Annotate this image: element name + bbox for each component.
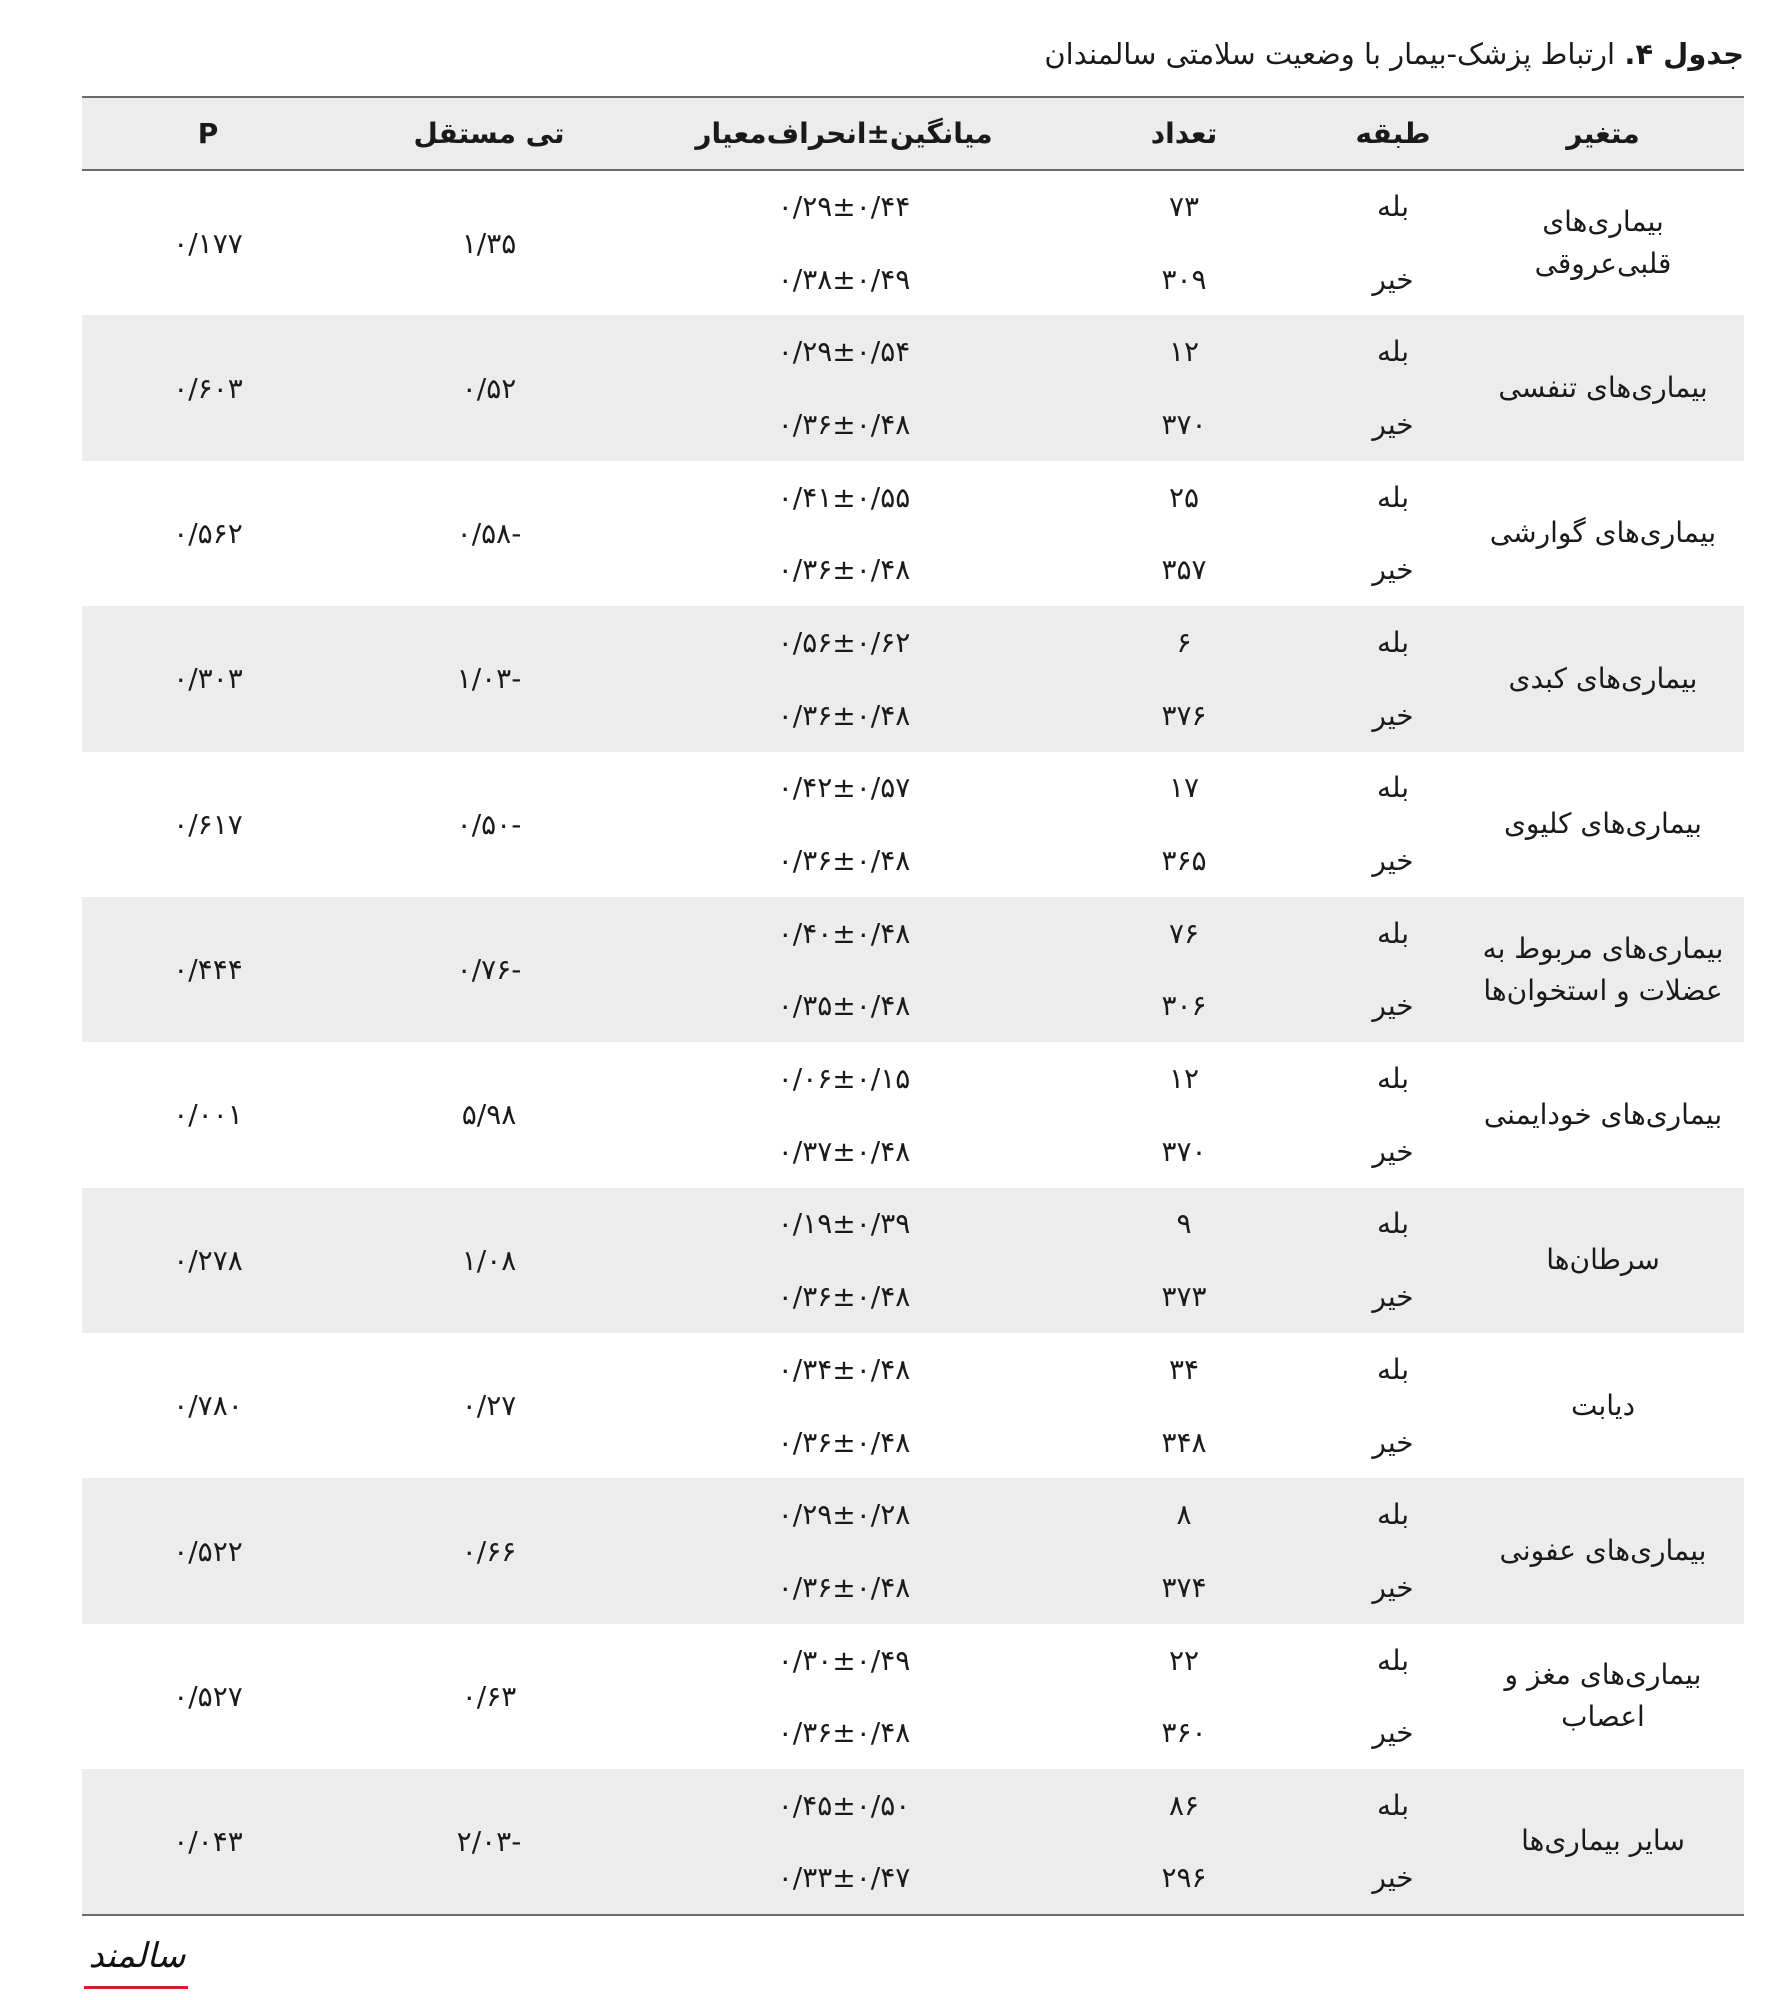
p-value-cell: ۰/۵۲۲ <box>173 1534 243 1568</box>
t-value-cell: ۰/۶۶ <box>461 1534 517 1568</box>
t-value-cell: ۵/۹۸ <box>461 1098 517 1132</box>
category-cell: خیر <box>1372 1280 1414 1314</box>
category-cell: بله <box>1376 480 1410 514</box>
variable-cell: بیماری‌های کلیوی <box>1504 807 1702 841</box>
mean-sd-cell: ۰/۳۸±۰/۴۹ <box>777 262 911 296</box>
mean-sd-cell: ۰/۳۶±۰/۴۸ <box>777 1425 911 1459</box>
count-cell: ۳۴۸ <box>1161 1425 1207 1459</box>
header-category: طبقه <box>1355 117 1431 150</box>
table-row <box>82 1042 1744 1115</box>
count-cell: ۲۹۶ <box>1161 1861 1207 1895</box>
t-value-cell: -۲/۰۳ <box>456 1824 522 1858</box>
p-value-cell: ۰/۵۶۲ <box>173 516 243 550</box>
header-p-value: P <box>197 117 219 150</box>
count-cell: ۲۲ <box>1168 1643 1200 1677</box>
count-cell: ۳۰۶ <box>1161 989 1207 1023</box>
table-row <box>82 1624 1744 1697</box>
count-cell: ۲۵ <box>1168 480 1200 514</box>
mean-sd-cell: ۰/۳۶±۰/۴۸ <box>777 1280 911 1314</box>
results-table <box>82 96 1744 1916</box>
category-cell: بله <box>1376 1062 1410 1096</box>
category-cell: بله <box>1376 771 1410 805</box>
count-cell: ۳۷۰ <box>1161 1134 1207 1168</box>
p-value-cell: ۰/۳۰۳ <box>173 662 243 696</box>
mean-sd-cell: ۰/۳۰±۰/۴۹ <box>777 1643 911 1677</box>
category-cell: بله <box>1376 1643 1410 1677</box>
journal-logo <box>82 1936 192 1992</box>
count-cell: ۶ <box>1176 625 1192 659</box>
table-number: جدول ۴. <box>1624 37 1744 71</box>
table-row <box>82 1188 1744 1261</box>
table-row <box>82 170 1744 243</box>
results-table-container <box>82 96 1744 1916</box>
table-header-row <box>82 97 1744 170</box>
mean-sd-cell: ۰/۳۵±۰/۴۸ <box>777 989 911 1023</box>
count-cell: ۳۷۴ <box>1161 1570 1207 1604</box>
t-value-cell: ۱/۳۵ <box>461 226 517 260</box>
count-cell: ۳۶۵ <box>1161 844 1207 878</box>
t-value-cell: ۰/۵۲ <box>461 371 517 405</box>
p-value-cell: ۰/۰۴۳ <box>173 1824 243 1858</box>
mean-sd-cell: ۰/۴۲±۰/۵۷ <box>777 771 911 805</box>
variable-cell: بیماری‌های کبدی <box>1508 661 1698 695</box>
category-cell: خیر <box>1372 1716 1414 1750</box>
variable-cell: بیماری‌های گوارشی <box>1489 516 1717 550</box>
t-value-cell: -۰/۷۶ <box>456 953 522 987</box>
mean-sd-cell: ۰/۲۹±۰/۲۸ <box>777 1498 911 1532</box>
variable-cell: بیماری‌های عفونی <box>1499 1534 1707 1568</box>
mean-sd-cell: ۰/۱۹±۰/۳۹ <box>777 1207 911 1241</box>
variable-cell: بیماری‌های مغز و اعصاب <box>1504 1658 1702 1734</box>
count-cell: ۳۴ <box>1168 1352 1200 1386</box>
p-value-cell: ۰/۶۰۳ <box>173 371 243 405</box>
p-value-cell: ۰/۵۲۷ <box>173 1679 243 1713</box>
category-cell: خیر <box>1372 553 1414 587</box>
category-cell: بله <box>1376 1352 1410 1386</box>
table-row <box>82 461 1744 534</box>
table-row <box>82 606 1744 679</box>
mean-sd-cell: ۰/۵۶±۰/۶۲ <box>777 625 911 659</box>
p-value-cell: ۰/۴۴۴ <box>173 953 243 987</box>
mean-sd-cell: ۰/۳۶±۰/۴۸ <box>777 844 911 878</box>
table-row <box>82 1769 1744 1842</box>
variable-cell: سرطان‌ها <box>1546 1243 1660 1277</box>
mean-sd-cell: ۰/۳۳±۰/۴۷ <box>777 1861 911 1895</box>
category-cell: بله <box>1376 1788 1410 1822</box>
mean-sd-cell: ۰/۰۶±۰/۱۵ <box>777 1062 911 1096</box>
count-cell: ۹ <box>1176 1207 1192 1241</box>
category-cell: خیر <box>1372 1425 1414 1459</box>
mean-sd-cell: ۰/۲۹±۰/۵۴ <box>777 335 911 369</box>
mean-sd-cell: ۰/۳۷±۰/۴۸ <box>777 1134 911 1168</box>
t-value-cell: -۰/۵۰ <box>456 807 522 841</box>
count-cell: ۳۷۰ <box>1161 407 1207 441</box>
table-caption <box>44 34 1744 74</box>
table-row <box>82 1478 1744 1551</box>
header-t-test: تی مستقل <box>413 117 565 150</box>
table-body <box>82 170 1744 1915</box>
t-value-cell: ۱/۰۸ <box>461 1243 517 1277</box>
category-cell: خیر <box>1372 1861 1414 1895</box>
t-value-cell: -۰/۵۸ <box>456 516 522 550</box>
count-cell: ۱۷ <box>1168 771 1200 805</box>
p-value-cell: ۰/۰۰۱ <box>173 1098 243 1132</box>
logo-underline <box>84 1986 188 1989</box>
count-cell: ۳۷۶ <box>1161 698 1207 732</box>
mean-sd-cell: ۰/۴۵±۰/۵۰ <box>777 1788 911 1822</box>
mean-sd-cell: ۰/۲۹±۰/۴۴ <box>777 190 911 224</box>
count-cell: ۱۲ <box>1168 1062 1200 1096</box>
category-cell: خیر <box>1372 262 1414 296</box>
category-cell: خیر <box>1372 698 1414 732</box>
variable-cell: بیماری‌های قلبی‌عروقی <box>1534 205 1672 281</box>
p-value-cell: ۰/۷۸۰ <box>173 1389 243 1423</box>
t-value-cell: ۰/۶۳ <box>461 1679 517 1713</box>
table-title: ارتباط پزشک-بیمار با وضعیت سلامتی سالمندان <box>1044 37 1625 71</box>
table-row <box>82 1333 1744 1406</box>
variable-cell: بیماری‌های مربوط به عضلات و استخوان‌ها <box>1482 931 1724 1007</box>
p-value-cell: ۰/۲۷۸ <box>173 1243 243 1277</box>
logo-text: سالمند <box>88 1936 186 1976</box>
p-value-cell: ۰/۱۷۷ <box>173 226 243 260</box>
category-cell: بله <box>1376 335 1410 369</box>
t-value-cell: ۰/۲۷ <box>461 1389 517 1423</box>
table-row <box>82 315 1744 388</box>
variable-cell: سایر بیماری‌ها <box>1521 1824 1685 1858</box>
header-count: تعداد <box>1150 117 1218 150</box>
count-cell: ۳۶۰ <box>1161 1716 1207 1750</box>
category-cell: بله <box>1376 916 1410 950</box>
variable-cell: بیماری‌های خودایمنی <box>1483 1097 1723 1131</box>
category-cell: خیر <box>1372 1570 1414 1604</box>
mean-sd-cell: ۰/۳۶±۰/۴۸ <box>777 553 911 587</box>
count-cell: ۷۳ <box>1168 190 1200 224</box>
p-value-cell: ۰/۶۱۷ <box>173 807 243 841</box>
table-row <box>82 897 1744 970</box>
mean-sd-cell: ۰/۴۱±۰/۵۵ <box>777 480 911 514</box>
mean-sd-cell: ۰/۳۶±۰/۴۸ <box>777 698 911 732</box>
mean-sd-cell: ۰/۴۰±۰/۴۸ <box>777 916 911 950</box>
count-cell: ۸ <box>1176 1498 1192 1532</box>
category-cell: بله <box>1376 1207 1410 1241</box>
category-cell: بله <box>1376 1498 1410 1532</box>
header-mean-sd: میانگین±انحراف‌معیار <box>695 117 993 150</box>
table-row <box>82 752 1744 825</box>
mean-sd-cell: ۰/۳۴±۰/۴۸ <box>777 1352 911 1386</box>
category-cell: خیر <box>1372 989 1414 1023</box>
mean-sd-cell: ۰/۳۶±۰/۴۸ <box>777 1570 911 1604</box>
mean-sd-cell: ۰/۳۶±۰/۴۸ <box>777 407 911 441</box>
category-cell: خیر <box>1372 407 1414 441</box>
count-cell: ۳۷۳ <box>1161 1280 1207 1314</box>
mean-sd-cell: ۰/۳۶±۰/۴۸ <box>777 1716 911 1750</box>
count-cell: ۳۰۹ <box>1161 262 1207 296</box>
count-cell: ۸۶ <box>1168 1788 1200 1822</box>
variable-cell: دیابت <box>1570 1388 1636 1422</box>
count-cell: ۷۶ <box>1168 916 1200 950</box>
category-cell: بله <box>1376 625 1410 659</box>
t-value-cell: -۱/۰۳ <box>456 662 522 696</box>
category-cell: خیر <box>1372 1134 1414 1168</box>
count-cell: ۳۵۷ <box>1161 553 1207 587</box>
count-cell: ۱۲ <box>1168 335 1200 369</box>
variable-cell: بیماری‌های تنفسی <box>1498 371 1708 405</box>
category-cell: خیر <box>1372 844 1414 878</box>
header-variable: متغیر <box>1566 117 1640 150</box>
category-cell: بله <box>1376 190 1410 224</box>
